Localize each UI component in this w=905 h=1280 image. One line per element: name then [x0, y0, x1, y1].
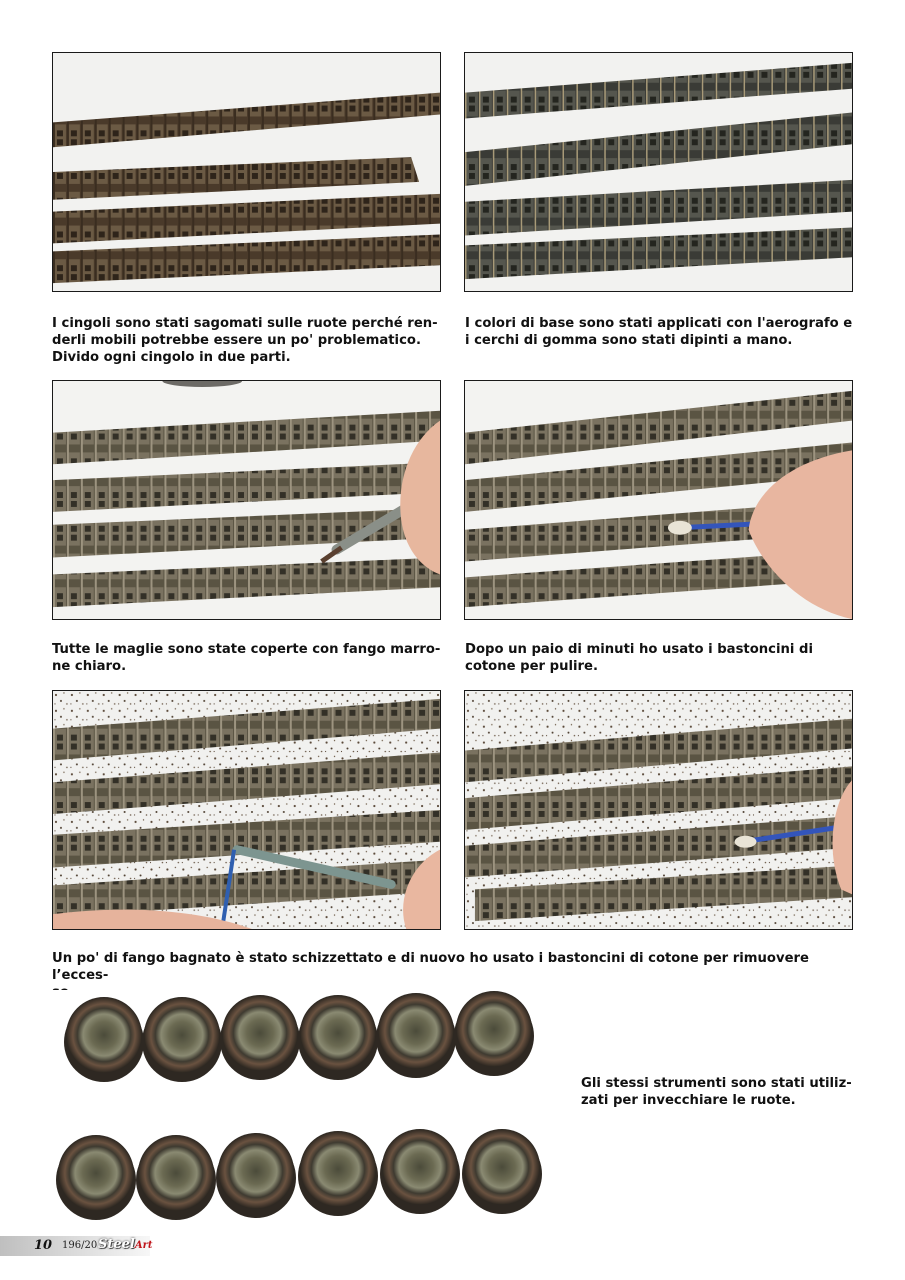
page-number: 10: [34, 1238, 53, 1253]
caption-2: I colori di base sono stati applicati con l'aerografo e i cerchi di gomma sono stati dipinti a mano.: [465, 316, 853, 348]
photo-tracks-shaped: [52, 52, 441, 292]
issue-number: 196/20: [62, 1240, 98, 1251]
tracks-image: [53, 691, 440, 929]
tracks-image: [465, 691, 852, 929]
tracks-image: [465, 53, 852, 291]
logo-accent: Art: [134, 1240, 153, 1251]
photo-road-wheels: [40, 990, 570, 1230]
photo-tracks-mud-applied: [52, 380, 441, 620]
photo-tracks-splatter-cleaning: [464, 690, 853, 930]
tracks-image: [53, 381, 440, 619]
magazine-logo: [98, 1237, 153, 1252]
photo-tracks-basecoat: [464, 52, 853, 292]
photo-tracks-splatter: [52, 690, 441, 930]
tracks-image: [465, 381, 852, 619]
photo-tracks-cleaning: [464, 380, 853, 620]
caption-1: I cingoli sono stati sagomati sulle ruote perché ren- derli mobili potrebbe essere un po' problematico. Divido ogni cingolo in due parti.: [52, 316, 438, 365]
logo-main: Steel: [98, 1237, 135, 1252]
caption-3: Tutte le maglie sono state coperte con fango marro- ne chiaro.: [52, 642, 441, 674]
caption-4: Dopo un paio di minuti ho usato i bastoncini di cotone per pulire.: [465, 642, 813, 674]
caption-5: Un po' di fango bagnato è stato schizzettato e di nuovo ho usato i bastoncini di cotone per rimuovere l’ecces-: [52, 951, 809, 983]
page-footer: [0, 1234, 160, 1260]
tracks-image: [53, 53, 440, 291]
caption-6: Gli stessi strumenti sono stati utiliz- zati per invecchiare le ruote.: [581, 1076, 852, 1108]
wheels-image: [40, 990, 570, 1230]
